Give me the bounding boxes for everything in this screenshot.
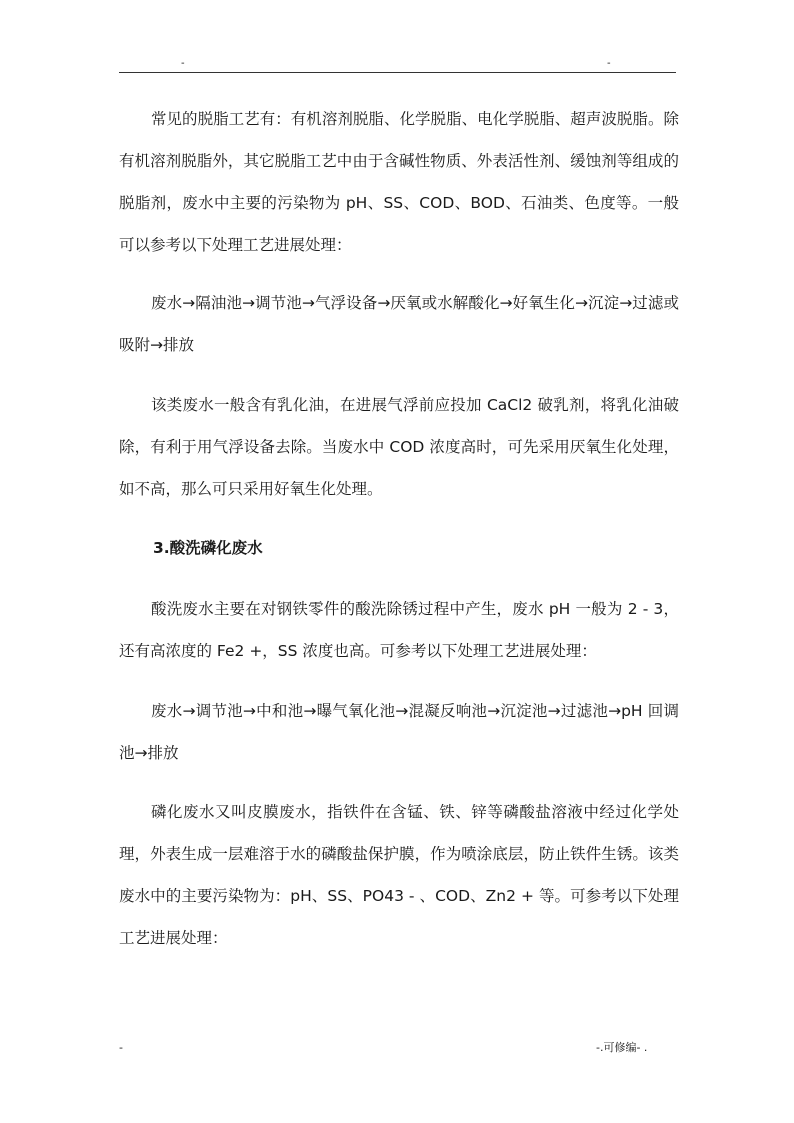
footer-editable-note: -.可修编- .: [596, 1041, 648, 1054]
footer-left-mark: -: [119, 1041, 123, 1054]
page-footer: [119, 1040, 676, 1056]
section-heading: 3.酸洗磷化废水: [153, 539, 263, 557]
paragraph-degreasing-intro: 常见的脱脂工艺有：有机溶剂脱脂、化学脱脂、电化学脱脂、超声波脱脂。除有机溶剂脱脂外，其它脱脂工艺中由于含碱性物质、外表活性剂、缓蚀剂等组成的脱脂剂，废水中主要的污染物为 pH、SS、COD、BOD、石油类、色度等。一般可以参考以下处理工艺进展处理：: [119, 110, 679, 254]
paragraph-degreasing-note: 该类废水一般含有乳化油，在进展气浮前应投加 CaCl2 破乳剂，将乳化油破除，有利于用气浮设备去除。当废水中 COD 浓度高时，可先采用厌氧生化处理，如不高，那么可只采用好氧生化处理。: [119, 396, 679, 498]
paragraph-degreasing-process: 废水→隔油池→调节池→气浮设备→厌氧或水解酸化→好氧生化→沉淀→过滤或吸附→排放: [119, 294, 679, 354]
header-right-mark: -: [607, 58, 611, 69]
header-left-mark: -: [181, 58, 185, 69]
paragraph-phosphating: 磷化废水又叫皮膜废水，指铁件在含锰、铁、锌等磷酸盐溶液中经过化学处理，外表生成一层难溶于水的磷酸盐保护膜，作为喷涂底层，防止铁件生锈。该类废水中的主要污染物为：pH、SS、PO43 - 、COD、Zn2 + 等。可参考以下处理工艺进展处理：: [119, 803, 679, 947]
page-header: [119, 58, 676, 73]
paragraph-pickling-intro: 酸洗废水主要在对钢铁零件的酸洗除锈过程中产生，废水 pH 一般为 2 - 3，还有高浓度的 Fe2 +，SS 浓度也高。可参考以下处理工艺进展处理：: [119, 600, 679, 660]
paragraph-pickling-process: 废水→调节池→中和池→曝气氧化池→混凝反响池→沉淀池→过滤池→pH 回调池→排放: [119, 702, 679, 762]
